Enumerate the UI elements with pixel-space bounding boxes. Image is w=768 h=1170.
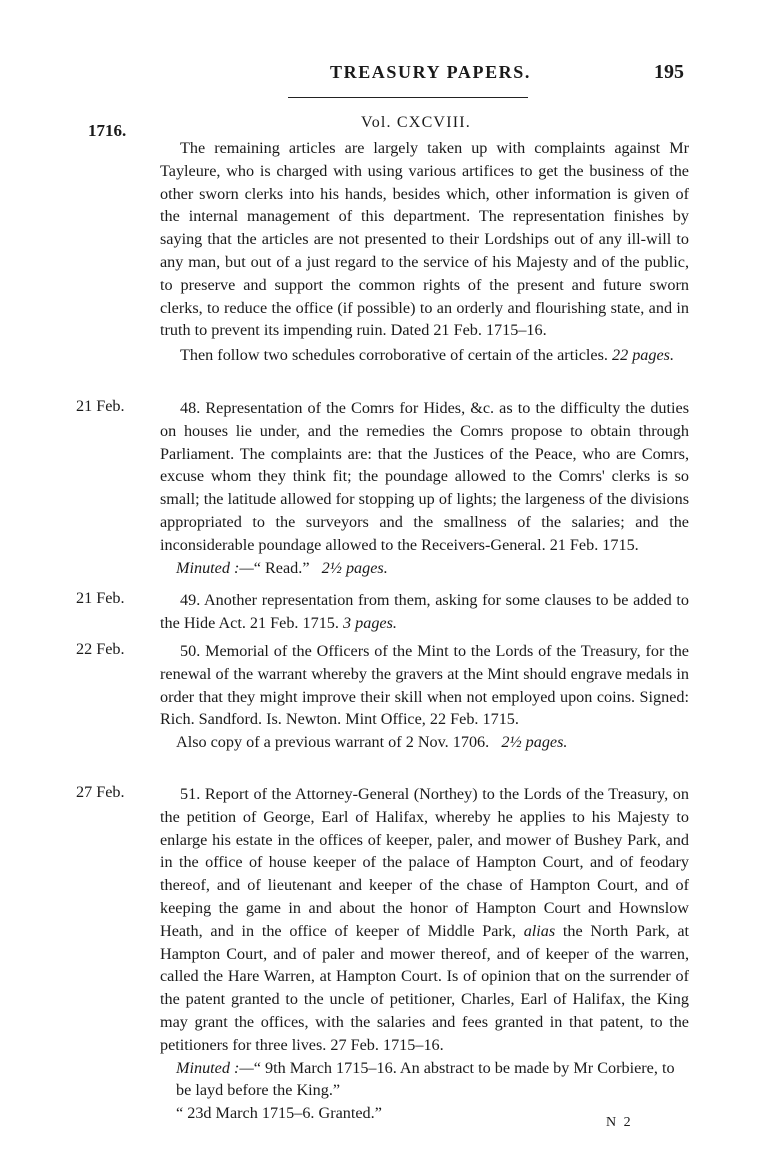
item-51-text-b: the North Park, at Hampton Court, and of paler and mower thereof, and of keeper of the warren, called the Hare Warren, at Hampton Court. Is of opinion that on the surrender of the patent granted to the uncle of petitioner, Charles, Earl of Halifax, the King may grant the offices, with the salaries and fees granted in that patent, to the petitioners for three lives. 27 Feb. 1715–16.	[160, 921, 690, 1054]
item-51-minute	[160, 1057, 689, 1103]
schedules-pages: 22 pages.	[611, 346, 675, 365]
margin-year: 1716.	[88, 121, 127, 140]
signature-mark: N 2	[606, 1115, 633, 1130]
item-48-pages: 2½ pages.	[321, 558, 388, 577]
item-51-minute-text: “ 9th March 1715–16. An abstract to be made by Mr Corbiere, to be layd before the King.”	[176, 1058, 675, 1100]
item-50-text: 50. Memorial of the Officers of the Mint to the Lords of the Treasury, for the renewal of the warrant whereby the gravers at the Mint should engrave medals in order that they might improve their skill when not employed upon coins. Signed: Rich. Sandford. Is. Newton. Mint Office, 22 Feb. 1715.	[160, 642, 689, 729]
volume-heading: Vol. CXCVIII.	[361, 114, 471, 131]
item-50-pages: 2½ pages.	[501, 733, 568, 752]
item-48	[160, 397, 689, 579]
item-49-body: 49. Another representation from them, asking for some clauses to be added to the Hide Act. 21 Feb. 1715.	[160, 591, 689, 632]
item-51-text-a: 51. Report of the Attorney-General (Northey) to the Lords of the Treasury, on the petition of George, Earl of Halifax, whereby he applies to his Majesty to enlarge his estate in the offices of keeper, paler, and mower of Bushey Park, and in the office of house keeper of the palace of Hampton Court, and of feodary thereof, and of lieutenant and keeper of the chase of Hampton Court, and of keeping the game in and about the honor of Hampton Court and Hownslow Heath, and in the office of keeper of Middle Park,	[160, 785, 689, 940]
schedules-paragraph	[160, 344, 689, 367]
item-51-alias: alias	[523, 921, 556, 940]
item-50	[160, 640, 689, 754]
item-51	[160, 783, 689, 1125]
item-51-minute-2: “ 23d March 1715–6. Granted.”	[176, 1104, 382, 1123]
item-49-text	[160, 589, 689, 635]
item-48-minute	[160, 557, 689, 580]
running-title: TREASURY PAPERS.	[330, 62, 531, 82]
continuation-paragraph: The remaining articles are largely taken up with complaints against Mr Tayleure, who is charged with using various artifices to get the business of the other sworn clerks into his hands, besides which, other information is given of the internal management of this department. The representation finishes by saying that the articles are not presented to their Lordships out of any ill-will to any man, but out of a just regard to the service of his Majesty and of the public, to preserve and support the common rights of the present and future sworn clerks, to reduce the office (if possible) to an orderly and flourishing state, and in truth to prevent its impending ruin. Dated 21 Feb. 1715–16.	[160, 139, 689, 340]
continuation-block	[160, 137, 689, 367]
item-50-also	[160, 731, 689, 754]
minute-label: Minuted :—	[176, 558, 254, 577]
header-rule	[288, 97, 528, 98]
margin-date-50: 22 Feb.	[76, 640, 125, 658]
item-49	[160, 589, 689, 635]
item-50-also-text: Also copy of a previous warrant of 2 Nov. 1706.	[176, 733, 490, 752]
item-48-text: 48. Representation of the Comrs for Hides, &c. as to the difficulty the duties on houses lie under, and the remedies the Comrs propose to obtain through Parliament. The complaints are: that the Justices of the Peace, who are Comrs, excuse whom they think fit; the poundage allowed to the Comrs' clerks is so small; the latitude allowed for stopping up of lights; the largeness of the divisions appropriated to the surveyors and the smallness of the salaries; and the inconsiderable poundage allowed to the Receivers-General. 21 Feb. 1715.	[160, 399, 689, 554]
margin-date-49: 21 Feb.	[76, 589, 125, 607]
item-51-minute-label: Minuted :—	[176, 1058, 254, 1077]
margin-date-51: 27 Feb.	[76, 783, 125, 801]
margin-date-48: 21 Feb.	[76, 397, 125, 415]
item-49-pages: 3 pages.	[343, 613, 397, 632]
item-51-text	[160, 783, 689, 1057]
schedules-text: Then follow two schedules corroborative of certain of the articles.	[180, 346, 608, 365]
page-number: 195	[654, 61, 684, 83]
minute-text: “ Read.”	[253, 558, 310, 577]
